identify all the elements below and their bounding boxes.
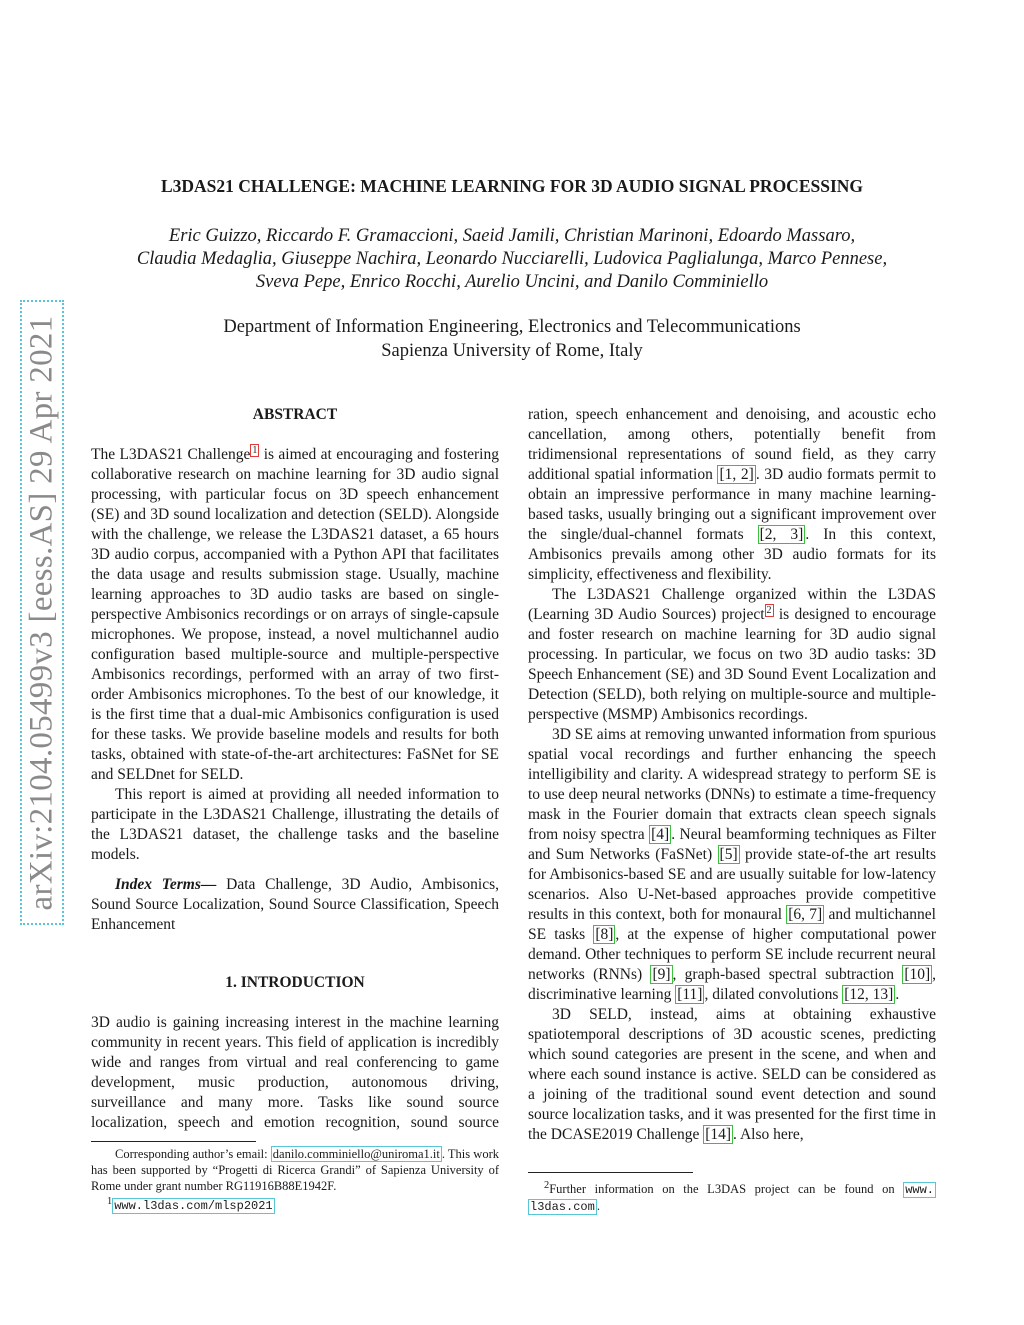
abstract-paragraph: This report is aimed at providing all needed information to participate in the L3DAS21 Challenge, illustrating the details of the L3DAS21 dataset, the challenge tasks and the baseline models.: [91, 786, 499, 863]
author-line: Sveva Pepe, Enrico Rocchi, Aurelio Uncini, and Danilo Comminiello: [255, 272, 769, 292]
citation[interactable]: [5]: [719, 846, 738, 863]
citation[interactable]: [8]: [595, 926, 614, 943]
citation[interactable]: [11]: [677, 986, 703, 1003]
affiliation-line: Department of Information Engineering, Electronics and Telecommunications: [223, 317, 801, 337]
intro-paragraph: 3D audio is gaining increasing interest in the machine learning community in recent years. This field of application is incredibly wide and ranges from virtual and real conferencing to game development, music production, autonomous driving, surveillance and many more. Tasks like sound source localization, speech and emotion recognition, sound source: [91, 1014, 499, 1131]
arxiv-sidebar-stamp: [20, 300, 64, 925]
abstract-paragraph: The L3DAS21 Challenge $^1$ is aimed at encouraging and fostering collaborative research on machine learning for 3D audio signal processing, with particular focus on 3D speech enhancement (SE) and 3D sound localization and detection (SELD). Alongside with the challenge, we release the L3DAS21 dataset, a 65 hours 3D audio corpus, accompanied with a Python API that facilitates the data usage and results submission stage. Usually, machine learning approaches to 3D audio tasks are based on single-perspective Ambisonics recordings or on arrays of single-capsule microphones. We propose, instead, a novel multichannel audio configuration based multiple-source and multiple-perspective Ambisonics recordings, performed with an array of two first-order Ambisonics microphones. To the best of our knowledge, it is the first time that a dual-mic Ambisonics configuration is used for these tasks. We provide baseline models and results for both tasks, obtained with state-of-the-art architectures: FaSNet for SE and SELDnet for SELD.: [91, 444, 499, 783]
footnote-ref-1[interactable]: 1: [252, 444, 258, 456]
footnote-2-link[interactable]: www.: [905, 1183, 934, 1198]
p1-tail: ration, speech enhancement and denoising, and acoustic echo cancellation, among others, potentially benefit from tridimensional representations of sound field, as they carry additional spatial information: [528, 406, 936, 483]
author-line: Claudia Medaglia, Giuseppe Nachira, Leonardo Nucciarelli, Ludovica Paglialunga, Marco Pennese,: [136, 249, 888, 269]
arxiv-id: arXiv:2104.05499v3 [eess.AS] 29 Apr 2021: [23, 315, 60, 910]
left-footnotes: [91, 1146, 499, 1214]
corresponding-author-note: Corresponding author’s email: danilo.comminiello@uniroma1.it . This work has been supported by “Progetti di Ricerca Grandi” of Sapienza University of Rome under grant number RG11916B88E1942F.: [91, 1147, 499, 1193]
paper-title: L3DAS21 CHALLENGE: MACHINE LEARNING FOR 3D AUDIO SIGNAL PROCESSING: [160, 176, 864, 196]
citation[interactable]: [14]: [705, 1126, 732, 1143]
footnote-1: $^1$ www.l3das.com/mlsp2021: [107, 1196, 273, 1214]
citation[interactable]: [6, 7]: [788, 906, 823, 923]
citation[interactable]: [12, 13]: [844, 986, 894, 1003]
right-footnotes: [528, 1178, 936, 1215]
right-column: [528, 405, 936, 1145]
footnote-ref-2[interactable]: 2: [766, 604, 772, 616]
email-link[interactable]: danilo.comminiello@uniroma1.it: [272, 1147, 440, 1161]
affiliation-line: Sapienza University of Rome, Italy: [381, 341, 643, 361]
citation[interactable]: [4]: [651, 826, 670, 843]
intro-paragraph: 3D SELD, instead, aims at obtaining exhaustive spatiotemporal descriptions of 3D acoustic scenes, predicting which sound categories are present in the scene, and when and where each sound instance is active. SELD can be considered as a joining of the traditional sound event detection and sound source localization tasks, and it was presented for the first time in the DCASE2019 Challenge [14] . Also here,: [528, 1006, 936, 1143]
footnote-1-link[interactable]: www.l3das.com/mlsp2021: [114, 1199, 273, 1214]
citation[interactable]: [10]: [904, 966, 931, 983]
intro-paragraph: 3D SE aims at removing unwanted information from spurious spatial vocal recordings and further enhancing the speech intelligibility and clarity. A widespread strategy to perform SE is to use deep neural networks (DNNs) to estimate a time-frequency mask in the Fourier domain that extracts clean speech signals from noisy spectra [4] . Neural beamforming techniques as Filter and Sum Networks (FaSNet) [5] provide state-of-the art results for Ambisonics-based SE and are usually suitable for low-latency scenarios. Also U-Net-based approaches provide competitive results in this context, both for monaural [6, 7] and multichannel SE tasks [8] , at the expense of higher computational power demand. Other techniques to perform SE include recurrent neural networks (RNNs) [9] , graph-based spectral subtraction [10] , discriminative learning [11] , dilated convolutions [12, 13] .: [528, 726, 937, 1003]
citation[interactable]: [1, 2]: [719, 466, 754, 483]
abstract-heading: ABSTRACT: [252, 406, 338, 423]
index-terms-label: Index Terms—: [115, 876, 217, 893]
footnote-rule: [91, 1141, 256, 1142]
citation[interactable]: [2, 3]: [759, 526, 804, 543]
author-line: Eric Guizzo, Riccardo F. Gramaccioni, Saeid Jamili, Christian Marinoni, Edoardo Massaro,: [168, 226, 856, 246]
footnote-2: $^2$Further information on the L3DAS project can be found on www. l3das.com .: [530, 1180, 934, 1215]
footnote-2-link[interactable]: l3das.com: [530, 1200, 595, 1215]
index-terms: Index Terms— Data Challenge, 3D Audio, Ambisonics, Sound Source Localization, Sound Source Classification, Speech Enhancement: [91, 876, 500, 933]
citation[interactable]: [9]: [652, 966, 671, 983]
left-column: [91, 405, 499, 1133]
footnote-rule: [528, 1172, 693, 1173]
affiliation: [0, 315, 1024, 363]
intro-paragraph-continued: ration, speech enhancement and denoising, and acoustic echo cancellation, among others, potentially benefit from tridimensional representations of sound field, as they carry additional spatial information [1, 2] . 3D audio formats permit to obtain an impressive performance in many machine learning-based tasks, usually bringing out a significant improvement over the single/dual-channel formats [2, 3] . In this context, Ambisonics prevails among other 3D audio formats for its simplicity, effectiveness and flexibility.: [528, 406, 937, 583]
intro-paragraph: The L3DAS21 Challenge organized within the L3DAS (Learning 3D Audio Sources) project $^2$ is designed to encourage and foster research on machine learning for 3D audio signal processing. In particular, we focus on two 3D audio tasks: 3D Speech Enhancement (SE) and 3D Sound Event Localization and Detection (SELD), both relying on multiple-source and multiple-perspective (MSMP) Ambisonics recordings.: [528, 586, 936, 723]
intro-heading: 1. INTRODUCTION: [225, 974, 365, 991]
author-list: [100, 225, 924, 294]
